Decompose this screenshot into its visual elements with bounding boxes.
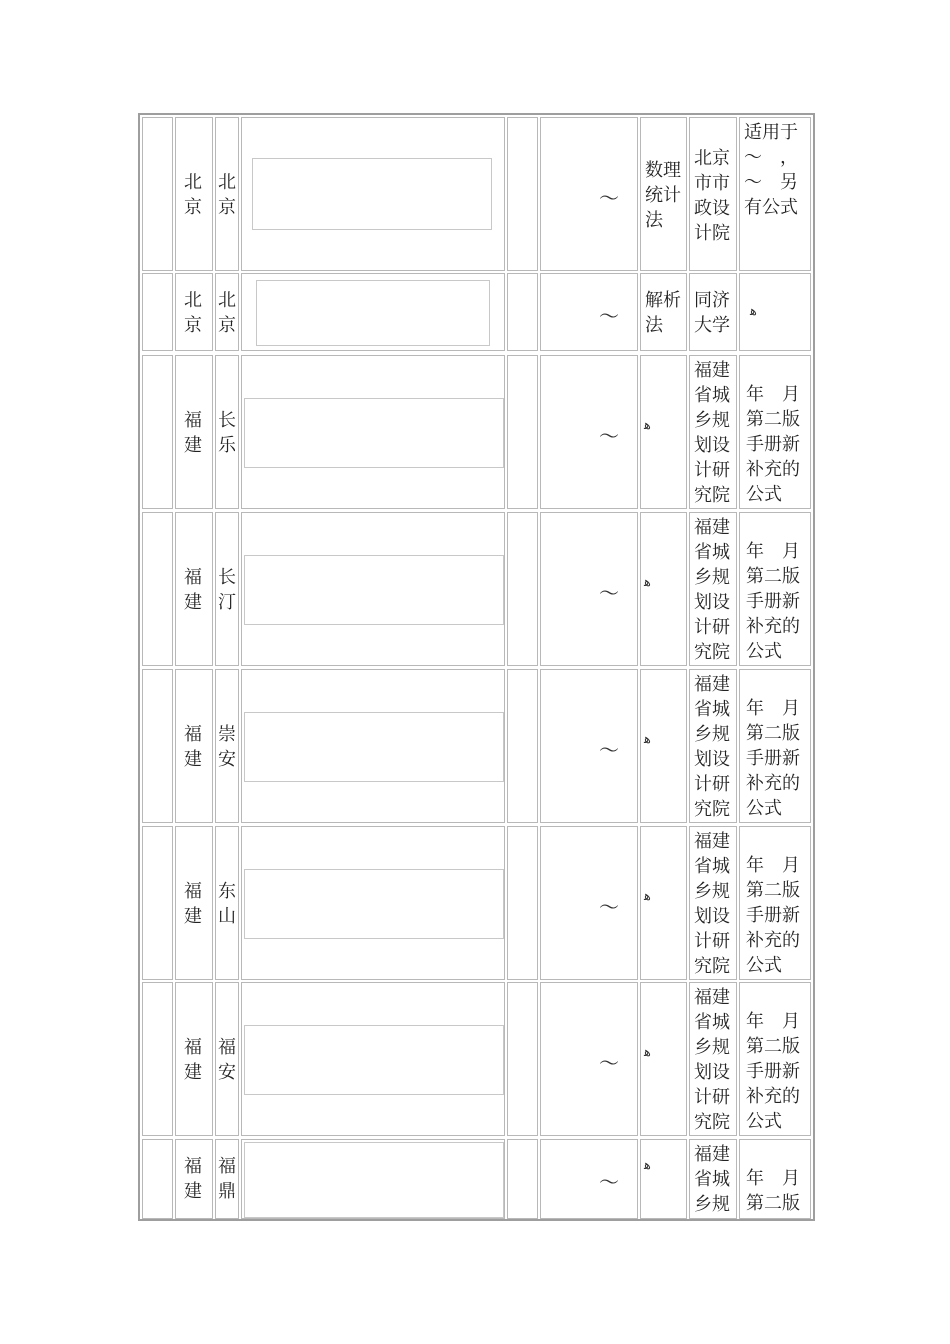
method-cell: [640, 273, 687, 351]
province-cell: [175, 982, 213, 1136]
source-cell: [689, 512, 737, 666]
note-cell: [739, 982, 811, 1136]
formula-image: [244, 1025, 504, 1095]
method-symbol: ﻫ: [644, 889, 651, 904]
range-text: ～: [599, 424, 619, 448]
method-cell: [640, 355, 687, 509]
source-text: 福建省城乡规划设计研究院: [694, 674, 730, 820]
note-text: 年 月第二版: [746, 1168, 800, 1214]
blank-cell: [507, 1139, 538, 1219]
formula-cell: [241, 512, 505, 666]
city-text: 福安: [218, 1037, 236, 1083]
blank-cell: [507, 117, 538, 271]
city-cell: [215, 273, 239, 351]
blank-cell: [507, 273, 538, 351]
province-cell: [175, 355, 213, 509]
note-text: 年 月第二版手册新补充的公式: [746, 855, 800, 976]
method-symbol: ﻫ: [644, 1158, 651, 1173]
source-text: 福建省城乡规: [694, 1144, 730, 1215]
source-text: 同济大学: [694, 290, 730, 336]
method-symbol: ﻫ: [644, 418, 651, 433]
range-cell: [540, 273, 638, 351]
table-row: [140, 355, 813, 511]
range-text: ～: [599, 581, 619, 605]
formula-image: [252, 158, 492, 230]
formula-cell: [241, 669, 505, 823]
province-text: 福建: [184, 881, 202, 927]
province-text: 福建: [184, 567, 202, 613]
source-cell: [689, 355, 737, 509]
range-cell: [540, 1139, 638, 1219]
source-cell: [689, 982, 737, 1136]
formula-cell: [241, 982, 505, 1136]
source-cell: [689, 273, 737, 351]
source-text: 福建省城乡规划设计研究院: [694, 517, 730, 663]
note-cell: [739, 512, 811, 666]
index-cell: [142, 117, 173, 271]
note-cell: [739, 117, 811, 271]
note-text: 年 月第二版手册新补充的公式: [746, 1011, 800, 1132]
city-text: 北京: [218, 172, 236, 218]
method-text: 解析法: [645, 290, 681, 336]
blank-cell: [507, 982, 538, 1136]
blank-cell: [507, 826, 538, 980]
rainfall-formula-table: [138, 113, 815, 1221]
table-row: [140, 273, 813, 353]
method-cell: [640, 826, 687, 980]
source-text: 福建省城乡规划设计研究院: [694, 831, 730, 977]
method-cell: [640, 1139, 687, 1219]
index-cell: [142, 273, 173, 351]
method-symbol: ﻫ: [644, 575, 651, 590]
province-cell: [175, 512, 213, 666]
formula-image: [244, 712, 504, 782]
table-row: [140, 512, 813, 668]
formula-image: [256, 280, 490, 346]
note-cell: [739, 1139, 811, 1219]
city-cell: [215, 512, 239, 666]
city-cell: [215, 669, 239, 823]
range-text: ～: [599, 304, 619, 328]
formula-cell: [241, 355, 505, 509]
formula-cell: [241, 1139, 505, 1219]
range-text: ～: [599, 1170, 619, 1194]
city-cell: [215, 355, 239, 509]
note-text: 年 月第二版手册新补充的公式: [746, 698, 800, 819]
index-cell: [142, 1139, 173, 1219]
city-text: 长乐: [218, 410, 236, 456]
range-cell: [540, 117, 638, 271]
province-text: 福建: [184, 410, 202, 456]
note-cell: [739, 669, 811, 823]
table-row: [140, 669, 813, 825]
city-text: 福鼎: [218, 1156, 236, 1202]
range-text: ～: [599, 738, 619, 762]
blank-cell: [507, 669, 538, 823]
city-text: 崇安: [218, 724, 236, 770]
method-cell: [640, 669, 687, 823]
note-text: 年 月第二版手册新补充的公式: [746, 541, 800, 662]
note-cell: [739, 826, 811, 980]
formula-image: [244, 869, 504, 939]
range-text: ～: [599, 1051, 619, 1075]
city-cell: [215, 117, 239, 271]
method-cell: [640, 512, 687, 666]
formula-image: [244, 555, 504, 625]
province-text: 福建: [184, 1037, 202, 1083]
province-cell: [175, 669, 213, 823]
city-cell: [215, 982, 239, 1136]
note-cell: [739, 273, 811, 351]
method-cell: [640, 117, 687, 271]
province-text: 福建: [184, 724, 202, 770]
method-symbol: ﻫ: [644, 1045, 651, 1060]
source-cell: [689, 1139, 737, 1219]
province-cell: [175, 1139, 213, 1219]
source-text: 福建省城乡规划设计研究院: [694, 987, 730, 1133]
city-cell: [215, 1139, 239, 1219]
province-cell: [175, 117, 213, 271]
index-cell: [142, 512, 173, 666]
source-cell: [689, 117, 737, 271]
source-cell: [689, 826, 737, 980]
range-cell: [540, 826, 638, 980]
index-cell: [142, 669, 173, 823]
province-text: 福建: [184, 1156, 202, 1202]
table-row: [140, 982, 813, 1138]
formula-image: [244, 1142, 504, 1218]
formula-cell: [241, 826, 505, 980]
city-text: 东山: [218, 881, 236, 927]
range-cell: [540, 669, 638, 823]
note-symbol: ﻫ: [750, 304, 757, 319]
range-cell: [540, 512, 638, 666]
source-text: 北京市市政设计院: [694, 148, 730, 244]
note-cell: [739, 355, 811, 509]
table-row: [140, 1139, 813, 1219]
city-text: 北京: [218, 290, 236, 336]
formula-image: [244, 398, 504, 468]
note-text: 年 月第二版手册新补充的公式: [746, 384, 800, 505]
method-cell: [640, 982, 687, 1136]
range-text: ～: [599, 895, 619, 919]
range-cell: [540, 982, 638, 1136]
formula-cell: [241, 117, 505, 271]
table-row: [140, 117, 813, 273]
province-text: 北京: [184, 172, 202, 218]
blank-cell: [507, 512, 538, 666]
range-cell: [540, 355, 638, 509]
note-text: 适用于～ ，～ 另有公式: [744, 122, 798, 218]
province-cell: [175, 273, 213, 351]
index-cell: [142, 355, 173, 509]
city-text: 长汀: [218, 567, 236, 613]
blank-cell: [507, 355, 538, 509]
method-symbol: ﻫ: [644, 732, 651, 747]
province-text: 北京: [184, 290, 202, 336]
table-row: [140, 826, 813, 982]
province-cell: [175, 826, 213, 980]
index-cell: [142, 826, 173, 980]
source-text: 福建省城乡规划设计研究院: [694, 360, 730, 506]
index-cell: [142, 982, 173, 1136]
city-cell: [215, 826, 239, 980]
formula-cell: [241, 273, 505, 351]
source-cell: [689, 669, 737, 823]
method-text: 数理统计法: [645, 160, 681, 231]
range-text: ～: [599, 186, 619, 210]
